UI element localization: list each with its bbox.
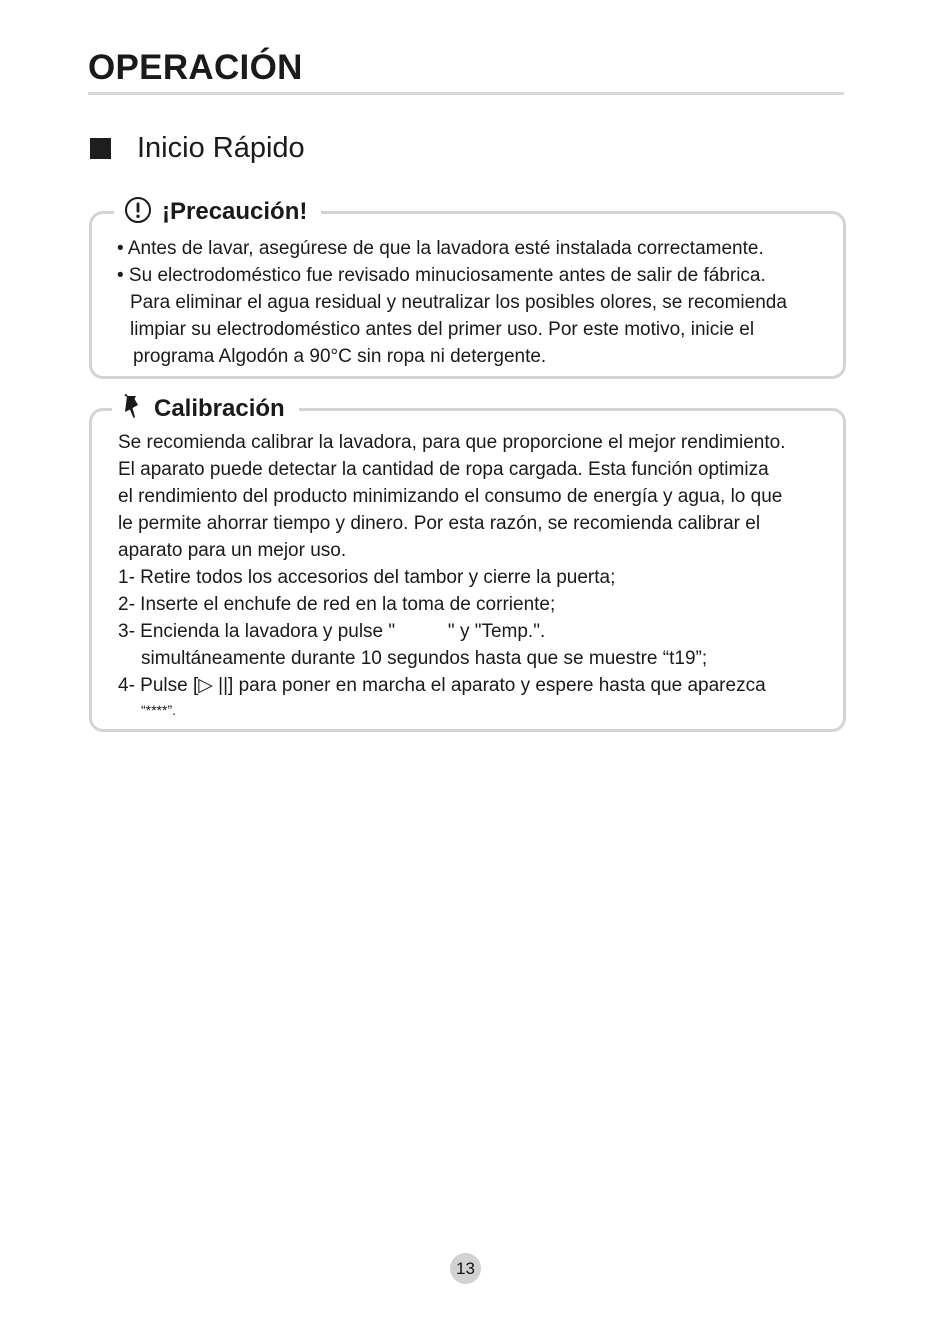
section-header — [90, 128, 305, 168]
calibration-text — [118, 429, 785, 726]
caution-line: • Su electrodoméstico fue revisado minuciosamente antes de salir de fábrica. — [117, 265, 766, 286]
calibration-step: 3- Encienda la lavadora y pulse " " y "Temp.". — [118, 621, 546, 642]
caution-text — [117, 235, 787, 370]
calibration-step: 4- Pulse [▷ ||] para poner en marcha el aparato y espere hasta que aparezca — [118, 675, 766, 696]
calibration-line: aparato para un mejor uso. — [118, 540, 347, 561]
caution-line: Para eliminar el agua residual y neutralizar los posibles olores, se recomienda — [130, 292, 787, 313]
calibration-legend — [112, 390, 299, 428]
page-title: OPERACIÓN — [88, 48, 303, 87]
pushpin-icon — [122, 393, 144, 426]
calibration-line: El aparato puede detectar la cantidad de ropa cargada. Esta función optimiza — [118, 459, 769, 480]
calibration-step: 1- Retire todos los accesorios del tambor y cierre la puerta; — [118, 567, 616, 588]
caution-legend — [114, 193, 321, 231]
page-number: 13 — [450, 1253, 481, 1284]
section-title: Inicio Rápido — [137, 132, 305, 164]
calibration-line: el rendimiento del producto minimizando el consumo de energía y agua, lo que — [118, 486, 783, 507]
calibration-line: le permite ahorrar tiempo y dinero. Por esta razón, se recomienda calibrar el — [118, 513, 761, 534]
calibration-step-continuation: simultáneamente durante 10 segundos hasta que se muestre “t19”; — [141, 648, 708, 669]
calibration-step-continuation: “****”. — [141, 702, 177, 718]
calibration-heading: Calibración — [154, 395, 285, 422]
caution-heading: ¡Precaución! — [162, 198, 308, 225]
title-divider — [88, 92, 844, 95]
exclamation-circle-icon — [124, 196, 152, 229]
caution-line: programa Algodón a 90°C sin ropa ni detergente. — [133, 346, 547, 367]
section-square-icon — [90, 138, 111, 159]
calibration-step: 2- Inserte el enchufe de red en la toma de corriente; — [118, 594, 556, 615]
caution-line: • Antes de lavar, asegúrese de que la lavadora esté instalada correctamente. — [117, 238, 764, 259]
calibration-line: Se recomienda calibrar la lavadora, para que proporcione el mejor rendimiento. — [118, 432, 786, 453]
caution-line: limpiar su electrodoméstico antes del primer uso. Por este motivo, inicie el — [130, 319, 755, 340]
